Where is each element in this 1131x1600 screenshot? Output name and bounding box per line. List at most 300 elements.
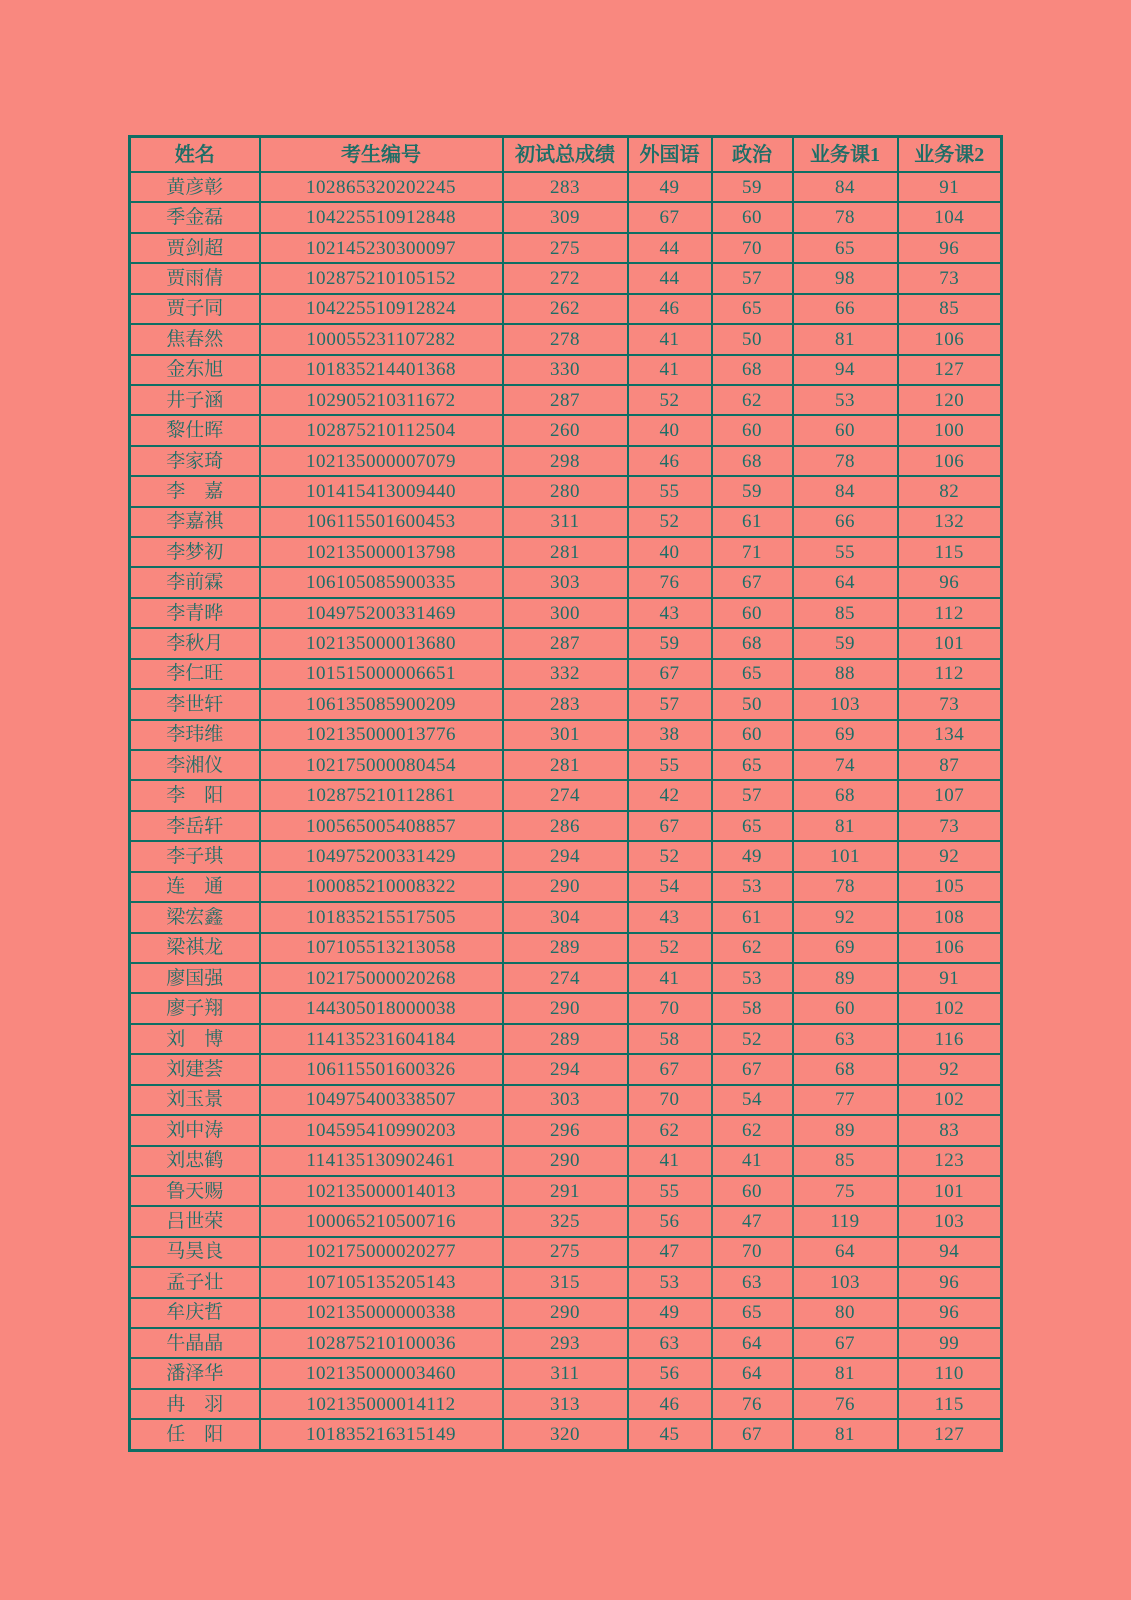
course-2-cell: 106 (898, 324, 1002, 354)
candidate-number-cell: 114135130902461 (260, 1146, 503, 1176)
politics-cell: 65 (712, 811, 793, 841)
course-2-cell: 120 (898, 385, 1002, 415)
course-2-cell: 134 (898, 720, 1002, 750)
course-2-cell: 85 (898, 294, 1002, 324)
course-1-cell: 78 (793, 872, 898, 902)
table-row (130, 963, 1002, 993)
foreign-language-cell: 46 (628, 1389, 712, 1419)
name-cell: 鲁天赐 (130, 1176, 260, 1206)
candidate-number-cell: 144305018000038 (260, 993, 503, 1023)
foreign-language-cell: 44 (628, 263, 712, 293)
course-2-cell: 127 (898, 1419, 1002, 1450)
name-cell: 任 阳 (130, 1419, 260, 1450)
politics-cell: 49 (712, 841, 793, 871)
course-2-cell: 127 (898, 355, 1002, 385)
candidate-number-cell: 102135000007079 (260, 446, 503, 476)
total-score-cell: 287 (503, 385, 628, 415)
foreign-language-cell: 55 (628, 1176, 712, 1206)
course-2-cell: 101 (898, 1176, 1002, 1206)
foreign-language-cell: 41 (628, 355, 712, 385)
course-2-cell: 132 (898, 507, 1002, 537)
politics-cell: 50 (712, 324, 793, 354)
table-row (130, 233, 1002, 263)
foreign-language-cell: 54 (628, 872, 712, 902)
foreign-language-cell: 52 (628, 507, 712, 537)
course-1-cell: 84 (793, 172, 898, 202)
foreign-language-cell: 41 (628, 963, 712, 993)
table-row (130, 1358, 1002, 1388)
total-score-cell: 283 (503, 172, 628, 202)
table-row (130, 841, 1002, 871)
course-2-cell: 102 (898, 1085, 1002, 1115)
course-1-cell: 64 (793, 1237, 898, 1267)
name-cell: 梁祺龙 (130, 933, 260, 963)
table-row (130, 446, 1002, 476)
table-row (130, 1085, 1002, 1115)
candidate-number-cell: 102865320202245 (260, 172, 503, 202)
candidate-number-cell: 102145230300097 (260, 233, 503, 263)
course-1-cell: 69 (793, 720, 898, 750)
candidate-number-cell: 104595410990203 (260, 1115, 503, 1145)
table-row (130, 720, 1002, 750)
politics-cell: 60 (712, 598, 793, 628)
foreign-language-cell: 52 (628, 841, 712, 871)
name-cell: 焦春然 (130, 324, 260, 354)
course-1-cell: 75 (793, 1176, 898, 1206)
course-1-cell: 66 (793, 294, 898, 324)
table-row (130, 1206, 1002, 1236)
total-score-cell: 313 (503, 1389, 628, 1419)
total-score-cell: 274 (503, 963, 628, 993)
candidate-number-cell: 106115501600453 (260, 507, 503, 537)
column-header-name: 姓名 (130, 137, 260, 173)
candidate-number-cell: 102175000080454 (260, 750, 503, 780)
course-1-cell: 69 (793, 933, 898, 963)
total-score-cell: 300 (503, 598, 628, 628)
name-cell: 梁宏鑫 (130, 902, 260, 932)
table-row (130, 355, 1002, 385)
course-1-cell: 80 (793, 1298, 898, 1328)
foreign-language-cell: 41 (628, 1146, 712, 1176)
foreign-language-cell: 52 (628, 933, 712, 963)
name-cell: 李 阳 (130, 780, 260, 810)
table-row (130, 1146, 1002, 1176)
total-score-cell: 304 (503, 902, 628, 932)
name-cell: 季金磊 (130, 202, 260, 232)
course-2-cell: 92 (898, 1054, 1002, 1084)
total-score-cell: 281 (503, 537, 628, 567)
column-header-course-2: 业务课2 (898, 137, 1002, 173)
course-1-cell: 85 (793, 1146, 898, 1176)
total-score-cell: 315 (503, 1267, 628, 1297)
course-1-cell: 76 (793, 1389, 898, 1419)
total-score-cell: 280 (503, 476, 628, 506)
table-row (130, 933, 1002, 963)
candidate-number-cell: 102905210311672 (260, 385, 503, 415)
name-cell: 刘中涛 (130, 1115, 260, 1145)
politics-cell: 60 (712, 1176, 793, 1206)
table-row (130, 385, 1002, 415)
course-1-cell: 92 (793, 902, 898, 932)
table-row (130, 993, 1002, 1023)
politics-cell: 60 (712, 415, 793, 445)
course-1-cell: 67 (793, 1328, 898, 1358)
candidate-number-cell: 102135000013776 (260, 720, 503, 750)
foreign-language-cell: 67 (628, 202, 712, 232)
foreign-language-cell: 40 (628, 537, 712, 567)
candidate-number-cell: 100085210008322 (260, 872, 503, 902)
table-row (130, 476, 1002, 506)
foreign-language-cell: 40 (628, 415, 712, 445)
foreign-language-cell: 49 (628, 172, 712, 202)
total-score-cell: 296 (503, 1115, 628, 1145)
course-2-cell: 108 (898, 902, 1002, 932)
course-1-cell: 55 (793, 537, 898, 567)
course-2-cell: 105 (898, 872, 1002, 902)
foreign-language-cell: 47 (628, 1237, 712, 1267)
candidate-number-cell: 104975400338507 (260, 1085, 503, 1115)
politics-cell: 65 (712, 659, 793, 689)
course-2-cell: 99 (898, 1328, 1002, 1358)
candidate-number-cell: 101835216315149 (260, 1419, 503, 1450)
course-1-cell: 60 (793, 415, 898, 445)
table-row (130, 415, 1002, 445)
course-1-cell: 89 (793, 963, 898, 993)
politics-cell: 68 (712, 628, 793, 658)
table-body (130, 172, 1002, 1451)
candidate-number-cell: 102135000014013 (260, 1176, 503, 1206)
table-row (130, 750, 1002, 780)
politics-cell: 57 (712, 263, 793, 293)
candidate-number-cell: 104225510912848 (260, 202, 503, 232)
total-score-cell: 303 (503, 567, 628, 597)
politics-cell: 70 (712, 1237, 793, 1267)
foreign-language-cell: 70 (628, 1085, 712, 1115)
name-cell: 贾子同 (130, 294, 260, 324)
course-1-cell: 81 (793, 1358, 898, 1388)
foreign-language-cell: 55 (628, 476, 712, 506)
foreign-language-cell: 57 (628, 689, 712, 719)
name-cell: 潘泽华 (130, 1358, 260, 1388)
total-score-cell: 278 (503, 324, 628, 354)
course-1-cell: 77 (793, 1085, 898, 1115)
foreign-language-cell: 42 (628, 780, 712, 810)
foreign-language-cell: 45 (628, 1419, 712, 1450)
name-cell: 李 嘉 (130, 476, 260, 506)
politics-cell: 68 (712, 446, 793, 476)
candidate-number-cell: 104975200331429 (260, 841, 503, 871)
name-cell: 李子琪 (130, 841, 260, 871)
course-2-cell: 73 (898, 263, 1002, 293)
course-1-cell: 81 (793, 324, 898, 354)
course-2-cell: 103 (898, 1206, 1002, 1236)
foreign-language-cell: 58 (628, 1024, 712, 1054)
politics-cell: 62 (712, 1115, 793, 1145)
foreign-language-cell: 43 (628, 598, 712, 628)
politics-cell: 65 (712, 294, 793, 324)
politics-cell: 47 (712, 1206, 793, 1236)
politics-cell: 76 (712, 1389, 793, 1419)
name-cell: 刘玉景 (130, 1085, 260, 1115)
foreign-language-cell: 46 (628, 446, 712, 476)
total-score-cell: 325 (503, 1206, 628, 1236)
politics-cell: 64 (712, 1358, 793, 1388)
candidate-number-cell: 101835214401368 (260, 355, 503, 385)
politics-cell: 52 (712, 1024, 793, 1054)
name-cell: 贾雨倩 (130, 263, 260, 293)
total-score-cell: 274 (503, 780, 628, 810)
score-table-container (128, 135, 1000, 1452)
course-1-cell: 68 (793, 1054, 898, 1084)
name-cell: 廖国强 (130, 963, 260, 993)
total-score-cell: 303 (503, 1085, 628, 1115)
course-2-cell: 112 (898, 659, 1002, 689)
candidate-number-cell: 102175000020268 (260, 963, 503, 993)
candidate-number-cell: 102135000013798 (260, 537, 503, 567)
candidate-number-cell: 101835215517505 (260, 902, 503, 932)
total-score-cell: 294 (503, 1054, 628, 1084)
total-score-cell: 286 (503, 811, 628, 841)
table-row (130, 537, 1002, 567)
table-row (130, 1298, 1002, 1328)
table-row (130, 1024, 1002, 1054)
score-table (128, 135, 1003, 1452)
course-2-cell: 96 (898, 567, 1002, 597)
total-score-cell: 320 (503, 1419, 628, 1450)
course-2-cell: 104 (898, 202, 1002, 232)
foreign-language-cell: 59 (628, 628, 712, 658)
politics-cell: 64 (712, 1328, 793, 1358)
table-row (130, 1267, 1002, 1297)
name-cell: 李玮维 (130, 720, 260, 750)
total-score-cell: 283 (503, 689, 628, 719)
column-header-foreign-language: 外国语 (628, 137, 712, 173)
total-score-cell: 275 (503, 233, 628, 263)
foreign-language-cell: 70 (628, 993, 712, 1023)
candidate-number-cell: 102135000014112 (260, 1389, 503, 1419)
course-1-cell: 64 (793, 567, 898, 597)
candidate-number-cell: 106135085900209 (260, 689, 503, 719)
candidate-number-cell: 114135231604184 (260, 1024, 503, 1054)
course-2-cell: 106 (898, 446, 1002, 476)
foreign-language-cell: 53 (628, 1267, 712, 1297)
course-1-cell: 53 (793, 385, 898, 415)
candidate-number-cell: 101515000006651 (260, 659, 503, 689)
total-score-cell: 311 (503, 507, 628, 537)
name-cell: 李青晔 (130, 598, 260, 628)
politics-cell: 65 (712, 1298, 793, 1328)
politics-cell: 68 (712, 355, 793, 385)
candidate-number-cell: 102135000003460 (260, 1358, 503, 1388)
course-1-cell: 85 (793, 598, 898, 628)
total-score-cell: 293 (503, 1328, 628, 1358)
foreign-language-cell: 55 (628, 750, 712, 780)
foreign-language-cell: 43 (628, 902, 712, 932)
table-row (130, 1237, 1002, 1267)
candidate-number-cell: 104225510912824 (260, 294, 503, 324)
table-row (130, 1328, 1002, 1358)
politics-cell: 41 (712, 1146, 793, 1176)
foreign-language-cell: 56 (628, 1206, 712, 1236)
course-1-cell: 59 (793, 628, 898, 658)
foreign-language-cell: 49 (628, 1298, 712, 1328)
name-cell: 廖子翔 (130, 993, 260, 1023)
total-score-cell: 289 (503, 1024, 628, 1054)
politics-cell: 62 (712, 385, 793, 415)
table-row (130, 628, 1002, 658)
name-cell: 冉 羽 (130, 1389, 260, 1419)
course-1-cell: 89 (793, 1115, 898, 1145)
course-2-cell: 91 (898, 172, 1002, 202)
table-row (130, 780, 1002, 810)
table-row (130, 294, 1002, 324)
course-2-cell: 87 (898, 750, 1002, 780)
course-1-cell: 60 (793, 993, 898, 1023)
course-2-cell: 96 (898, 1298, 1002, 1328)
name-cell: 李梦初 (130, 537, 260, 567)
total-score-cell: 275 (503, 1237, 628, 1267)
total-score-cell: 309 (503, 202, 628, 232)
table-row (130, 507, 1002, 537)
foreign-language-cell: 52 (628, 385, 712, 415)
candidate-number-cell: 102175000020277 (260, 1237, 503, 1267)
name-cell: 吕世荣 (130, 1206, 260, 1236)
candidate-number-cell: 100065210500716 (260, 1206, 503, 1236)
name-cell: 贾剑超 (130, 233, 260, 263)
course-2-cell: 107 (898, 780, 1002, 810)
politics-cell: 59 (712, 476, 793, 506)
table-row (130, 172, 1002, 202)
name-cell: 刘忠鹤 (130, 1146, 260, 1176)
table-row (130, 202, 1002, 232)
name-cell: 黎仕晖 (130, 415, 260, 445)
politics-cell: 67 (712, 567, 793, 597)
total-score-cell: 272 (503, 263, 628, 293)
table-row (130, 1176, 1002, 1206)
candidate-number-cell: 102135000013680 (260, 628, 503, 658)
total-score-cell: 332 (503, 659, 628, 689)
course-2-cell: 96 (898, 1267, 1002, 1297)
table-row (130, 902, 1002, 932)
course-1-cell: 101 (793, 841, 898, 871)
politics-cell: 54 (712, 1085, 793, 1115)
total-score-cell: 260 (503, 415, 628, 445)
table-row (130, 567, 1002, 597)
course-2-cell: 94 (898, 1237, 1002, 1267)
name-cell: 李湘仪 (130, 750, 260, 780)
course-1-cell: 68 (793, 780, 898, 810)
course-2-cell: 102 (898, 993, 1002, 1023)
name-cell: 牛晶晶 (130, 1328, 260, 1358)
course-2-cell: 92 (898, 841, 1002, 871)
total-score-cell: 290 (503, 872, 628, 902)
total-score-cell: 290 (503, 993, 628, 1023)
politics-cell: 67 (712, 1054, 793, 1084)
politics-cell: 53 (712, 872, 793, 902)
course-2-cell: 83 (898, 1115, 1002, 1145)
candidate-number-cell: 107105513213058 (260, 933, 503, 963)
politics-cell: 53 (712, 963, 793, 993)
foreign-language-cell: 41 (628, 324, 712, 354)
name-cell: 李岳轩 (130, 811, 260, 841)
name-cell: 李世轩 (130, 689, 260, 719)
course-1-cell: 103 (793, 1267, 898, 1297)
table-row (130, 1054, 1002, 1084)
course-1-cell: 81 (793, 1419, 898, 1450)
name-cell: 李家琦 (130, 446, 260, 476)
foreign-language-cell: 46 (628, 294, 712, 324)
politics-cell: 61 (712, 902, 793, 932)
total-score-cell: 290 (503, 1298, 628, 1328)
politics-cell: 67 (712, 1419, 793, 1450)
candidate-number-cell: 102135000000338 (260, 1298, 503, 1328)
name-cell: 孟子壮 (130, 1267, 260, 1297)
total-score-cell: 289 (503, 933, 628, 963)
course-1-cell: 81 (793, 811, 898, 841)
total-score-cell: 301 (503, 720, 628, 750)
candidate-number-cell: 107105135205143 (260, 1267, 503, 1297)
name-cell: 李仁旺 (130, 659, 260, 689)
column-header-politics: 政治 (712, 137, 793, 173)
table-row (130, 324, 1002, 354)
foreign-language-cell: 67 (628, 659, 712, 689)
course-2-cell: 106 (898, 933, 1002, 963)
name-cell: 李嘉祺 (130, 507, 260, 537)
politics-cell: 65 (712, 750, 793, 780)
total-score-cell: 330 (503, 355, 628, 385)
course-2-cell: 112 (898, 598, 1002, 628)
table-row (130, 263, 1002, 293)
course-2-cell: 101 (898, 628, 1002, 658)
table-row (130, 811, 1002, 841)
column-header-candidate-number: 考生编号 (260, 137, 503, 173)
candidate-number-cell: 100055231107282 (260, 324, 503, 354)
total-score-cell: 281 (503, 750, 628, 780)
header-row (130, 137, 1002, 173)
name-cell: 李前霖 (130, 567, 260, 597)
total-score-cell: 298 (503, 446, 628, 476)
politics-cell: 63 (712, 1267, 793, 1297)
course-1-cell: 63 (793, 1024, 898, 1054)
table-row (130, 1419, 1002, 1450)
table-row (130, 689, 1002, 719)
course-1-cell: 88 (793, 659, 898, 689)
candidate-number-cell: 102875210105152 (260, 263, 503, 293)
course-1-cell: 74 (793, 750, 898, 780)
candidate-number-cell: 104975200331469 (260, 598, 503, 628)
course-2-cell: 123 (898, 1146, 1002, 1176)
candidate-number-cell: 101415413009440 (260, 476, 503, 506)
course-2-cell: 115 (898, 1389, 1002, 1419)
course-1-cell: 103 (793, 689, 898, 719)
table-row (130, 1115, 1002, 1145)
total-score-cell: 287 (503, 628, 628, 658)
total-score-cell: 290 (503, 1146, 628, 1176)
politics-cell: 60 (712, 202, 793, 232)
course-2-cell: 115 (898, 537, 1002, 567)
course-1-cell: 78 (793, 202, 898, 232)
foreign-language-cell: 38 (628, 720, 712, 750)
politics-cell: 61 (712, 507, 793, 537)
candidate-number-cell: 102875210112504 (260, 415, 503, 445)
foreign-language-cell: 62 (628, 1115, 712, 1145)
course-2-cell: 82 (898, 476, 1002, 506)
name-cell: 连 通 (130, 872, 260, 902)
politics-cell: 59 (712, 172, 793, 202)
politics-cell: 62 (712, 933, 793, 963)
politics-cell: 60 (712, 720, 793, 750)
foreign-language-cell: 56 (628, 1358, 712, 1388)
